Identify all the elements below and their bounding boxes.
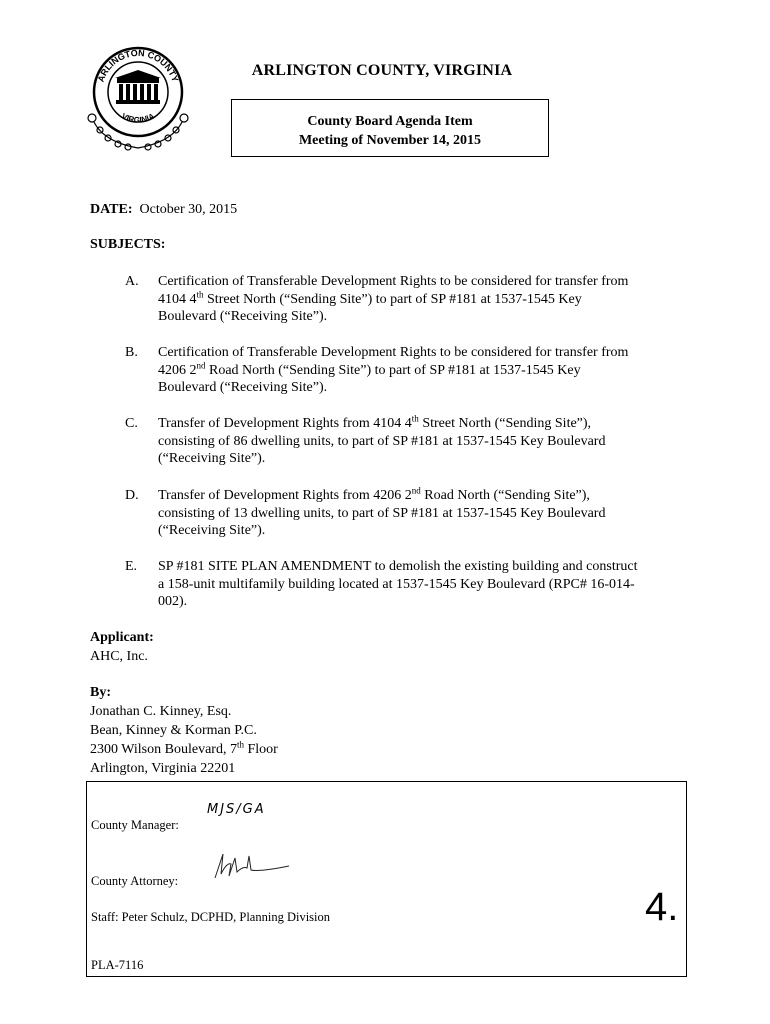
county-seal bbox=[84, 42, 192, 160]
agenda-item-box bbox=[231, 99, 549, 157]
subject-letter: A. bbox=[125, 274, 139, 289]
by-block bbox=[90, 683, 278, 778]
law-firm: Bean, Kinney & Korman P.C. bbox=[90, 723, 257, 738]
subject-line: (“Receiving Site”). bbox=[158, 523, 266, 539]
attorney-name: Jonathan C. Kinney, Esq. bbox=[90, 704, 232, 719]
date-value: October 30, 2015 bbox=[139, 202, 238, 217]
subject-line: (“Receiving Site”). bbox=[158, 451, 266, 467]
applicant-label: Applicant: bbox=[90, 630, 154, 645]
date-line bbox=[90, 202, 237, 218]
subject-line: Certification of Transferable Development Rights to be considered for transfer from bbox=[158, 345, 629, 360]
svg-text:VIRGINIA bbox=[120, 111, 156, 124]
applicant-name: AHC, Inc. bbox=[90, 649, 148, 664]
subject-letter: E. bbox=[125, 559, 138, 574]
meeting-date: Meeting of November 14, 2015 bbox=[298, 133, 482, 148]
county-attorney-signature bbox=[199, 848, 299, 888]
subject-line: Boulevard (“Receiving Site”). bbox=[158, 380, 328, 396]
date-label: DATE: bbox=[90, 202, 133, 217]
subjects-heading: SUBJECTS: bbox=[90, 237, 166, 252]
subject-line: 4104 4th Street North (“Sending Site”) to part of SP #181 at 1537-1545 Key bbox=[158, 288, 582, 307]
page-title: ARLINGTON COUNTY, VIRGINIA bbox=[251, 62, 513, 79]
subject-line: consisting of 13 dwelling units, to part of SP #181 at 1537-1545 Key Boulevard bbox=[158, 505, 606, 521]
subject-line: consisting of 86 dwelling units, to part of SP #181 at 1537-1545 Key Boulevard bbox=[158, 433, 606, 449]
case-code: PLA-7116 bbox=[91, 958, 144, 972]
applicant-block bbox=[90, 628, 154, 666]
subject-line: SP #181 SITE PLAN AMENDMENT to demolish the existing building and construct bbox=[158, 559, 638, 574]
subject-line: Transfer of Development Rights from 4206 2nd Road North (“Sending Site”), bbox=[158, 485, 590, 503]
subject-line: Boulevard (“Receiving Site”). bbox=[158, 309, 328, 325]
agenda-item-label: County Board Agenda Item bbox=[307, 114, 473, 129]
city-line: Arlington, Virginia 22201 bbox=[90, 761, 236, 776]
subject-line: a 158-unit multifamily building located at 1537-1545 Key Boulevard (RPC# 16-014- bbox=[158, 576, 635, 592]
subject-letter: C. bbox=[125, 416, 138, 431]
county-attorney-label: County Attorney: bbox=[91, 874, 179, 888]
county-manager-label: County Manager: bbox=[91, 818, 179, 832]
seal-text-bottom: VIRGINIA bbox=[120, 111, 156, 125]
staff-line: Staff: Peter Schulz, DCPHD, Planning Division bbox=[91, 910, 331, 924]
subject-line: 002). bbox=[158, 594, 188, 610]
address-line: 2300 Wilson Boulevard, 7th Floor bbox=[90, 739, 278, 757]
by-label: By: bbox=[90, 685, 111, 700]
subject-letter: D. bbox=[125, 488, 139, 503]
county-manager-initials: MJS/GA bbox=[207, 802, 266, 817]
subject-line: Transfer of Development Rights from 4104 4th Street North (“Sending Site”), bbox=[158, 413, 592, 431]
subject-letter: B. bbox=[125, 345, 138, 360]
agenda-item-number: 4. bbox=[645, 885, 679, 929]
subject-line: Certification of Transferable Development Rights to be considered for transfer from bbox=[158, 274, 629, 289]
signoff-box bbox=[86, 781, 687, 977]
seal-text-top: ARLINGTON COUNTY bbox=[95, 47, 181, 84]
subject-line: 4206 2nd Road North (“Sending Site”) to part of SP #181 at 1537-1545 Key bbox=[158, 359, 581, 378]
